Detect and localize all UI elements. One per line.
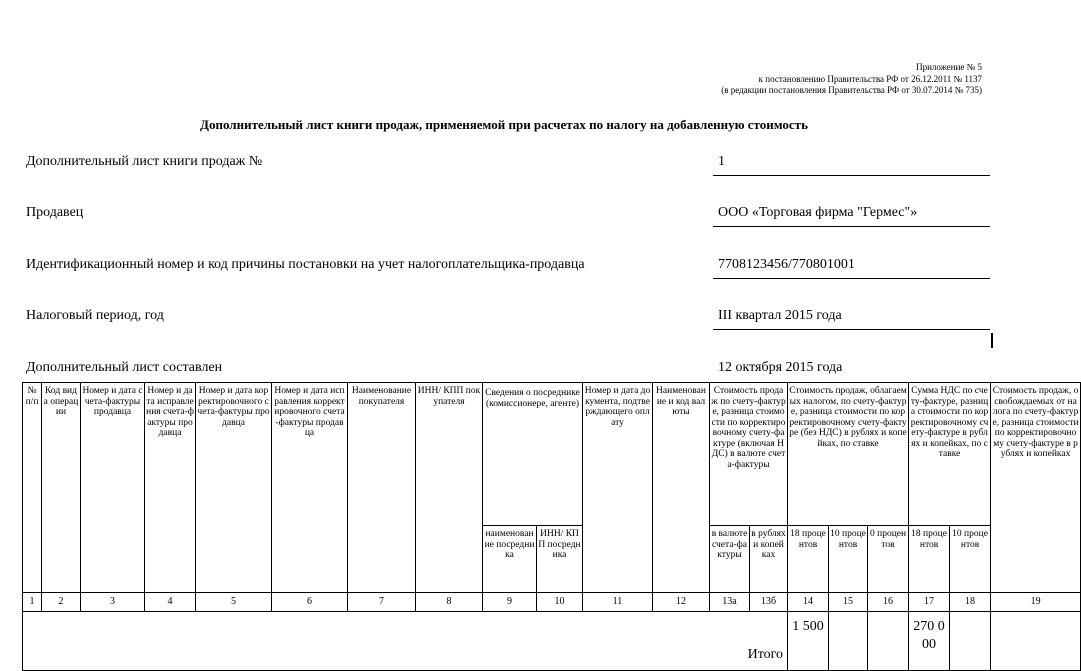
period-underline [713, 329, 990, 330]
header-col-13b: в рублях и копейках [750, 526, 788, 593]
total-col-17: 270 000 [909, 612, 950, 671]
header-col-17: 18 процентов [909, 526, 950, 593]
header-col-13a: в валюте счета-фактуры [710, 526, 750, 593]
header-col-12: Наименование и код валюты [653, 383, 710, 593]
header-intermediary-group: Сведения о посреднике (комиссионере, агенте) [483, 383, 583, 526]
column-number: 7 [348, 593, 416, 612]
header-col-8: ИНН/ КПП покупателя [416, 383, 483, 593]
column-number: 4 [145, 593, 196, 612]
column-number: 3 [81, 593, 145, 612]
header-col-17-18-group: Сумма НДС по счету-фактуре, разница стоимости по корректировочному счету-фактуре в рублях и копейках, по ставке [909, 383, 991, 526]
header-col-9: наименование посредника [483, 526, 537, 593]
period-label: Налоговый период, год [26, 308, 164, 323]
header-col-19: Стоимость продаж, освобождаемых от налога по счету-фактуре, разница стоимости по корректировочному счету-фактуре в рублях и копейках [991, 383, 1081, 593]
sheet-number-label: Дополнительный лист книги продаж № [26, 154, 263, 169]
header-col-6: Номер и дата исправления корректировочного счета-фактуры продавца [272, 383, 348, 593]
header-col-7: Наименование покупателя [348, 383, 416, 593]
header-col-2: Код вида операции [42, 383, 81, 593]
column-number: 13б [750, 593, 788, 612]
header-col-3: Номер и дата счета-фактуры продавца [81, 383, 145, 593]
header-col-14: 18 процентов [788, 526, 829, 593]
column-number: 1 [23, 593, 42, 612]
total-col-15 [829, 612, 868, 671]
header-col-14-16-group: Стоимость продаж, облагаемых налогом, по счету-фактуре, разница стоимости по корректировочному счету-фактуре (без НДС) в рублях и копейках, по ставке [788, 383, 909, 526]
header-col-4: Номер и дата исправления счета-фактуры продавца [145, 383, 196, 593]
text-cursor [991, 333, 993, 348]
appendix-line-1: Приложение № 5 [916, 62, 982, 72]
header-col-11: Номер и дата документа, подтверждающего оплату [583, 383, 653, 593]
seller-underline [713, 226, 990, 227]
sheet-number-underline [713, 175, 990, 176]
column-number: 15 [829, 593, 868, 612]
column-number: 16 [868, 593, 909, 612]
sales-book-table [22, 382, 1081, 671]
column-number: 2 [42, 593, 81, 612]
period-value: III квартал 2015 года [718, 308, 842, 323]
column-number: 17 [909, 593, 950, 612]
seller-value: ООО «Торговая фирма "Гермес"» [718, 205, 918, 220]
document-title: Дополнительный лист книги продаж, применяемой при расчетах по налогу на добавленную стоимость [200, 117, 808, 132]
column-number: 14 [788, 593, 829, 612]
header-col-5: Номер и дата корректировочного счета-фактуры продавца [196, 383, 272, 593]
total-label: Итого [23, 612, 788, 671]
appendix-note [721, 62, 982, 97]
column-number: 5 [196, 593, 272, 612]
column-number: 6 [272, 593, 348, 612]
appendix-line-2: к постановлению Правительства РФ от 26.12.2011 № 1137 [758, 73, 982, 84]
header-col-1: № п/п [23, 383, 42, 593]
compiled-value: 12 октября 2015 года [718, 360, 843, 375]
column-number: 10 [537, 593, 583, 612]
total-col-16 [868, 612, 909, 671]
appendix-line-3: (в редакции постановления Правительства РФ от 30.07.2014 № 735) [721, 85, 982, 95]
column-number: 19 [991, 593, 1081, 612]
column-number: 8 [416, 593, 483, 612]
header-col-18: 10 процентов [950, 526, 991, 593]
column-number: 18 [950, 593, 991, 612]
seller-label: Продавец [26, 205, 84, 220]
compiled-label: Дополнительный лист составлен [26, 360, 223, 375]
column-number: 13а [710, 593, 750, 612]
total-col-18 [950, 612, 991, 671]
inn-underline [713, 278, 990, 279]
header-col-13-group: Стоимость продаж по счету-фактуре, разница стоимости по корректировочному счету-фактуре (включая НДС) в валюте счета-фактуры [710, 383, 788, 526]
column-number: 12 [653, 593, 710, 612]
column-number: 11 [583, 593, 653, 612]
total-col-14: 1 500 [788, 612, 829, 671]
sheet-number-value: 1 [718, 154, 725, 169]
header-col-10: ИНН/ КПП посредника [537, 526, 583, 593]
inn-value: 7708123456/770801001 [718, 257, 855, 272]
header-col-15: 10 процентов [829, 526, 868, 593]
inn-label: Идентификационный номер и код причины постановки на учет налогоплательщика-продавца [26, 257, 585, 272]
column-number: 9 [483, 593, 537, 612]
total-col-19 [991, 612, 1081, 671]
header-col-16: 0 процентов [868, 526, 909, 593]
